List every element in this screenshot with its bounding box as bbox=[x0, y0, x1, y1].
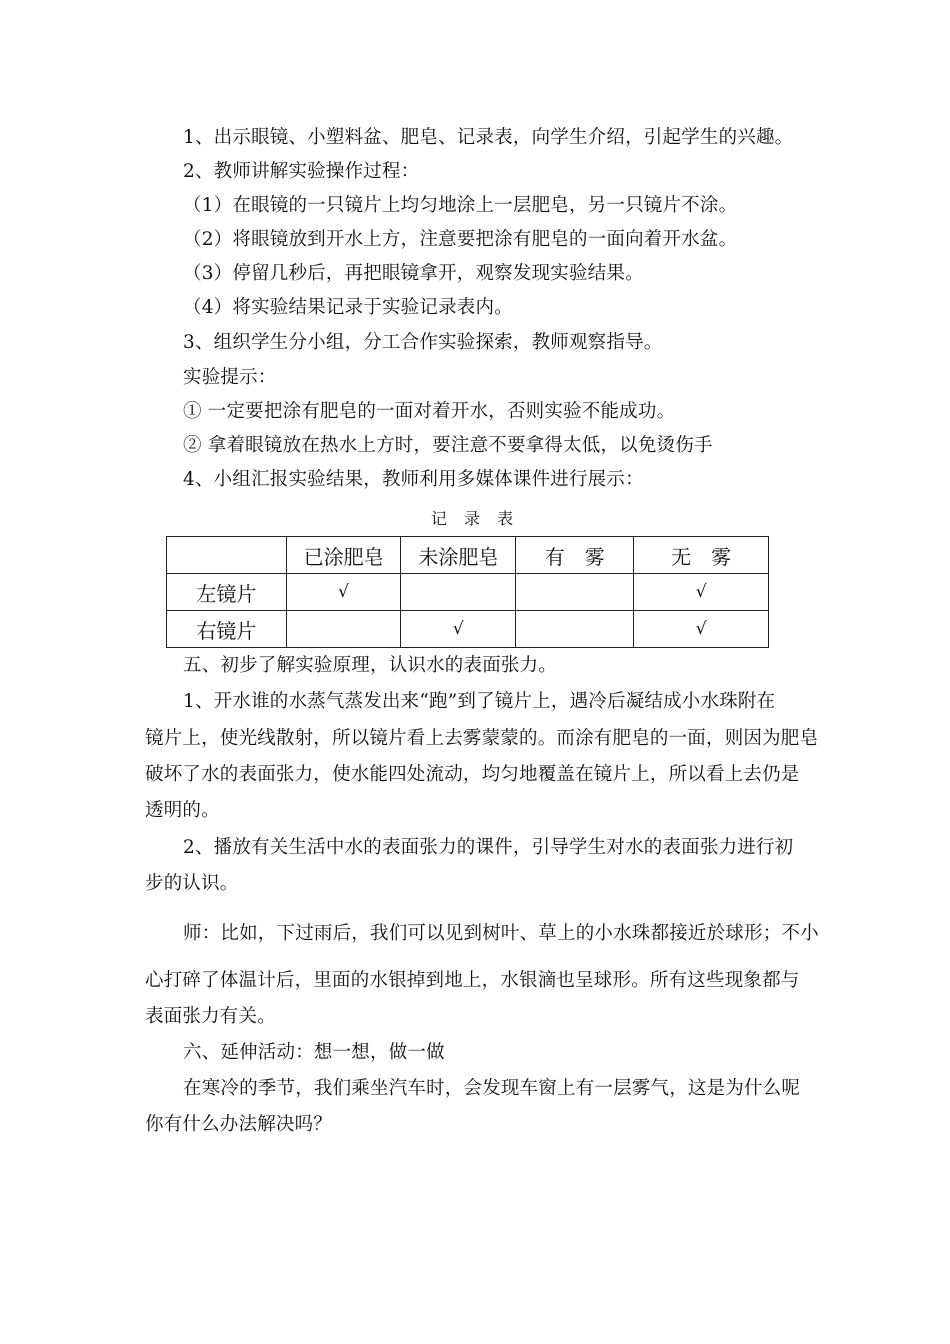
table-row bbox=[167, 574, 769, 611]
paragraph: 2、播放有关生活中水的表面张力的课件，引导学生对水的表面张力进行初 bbox=[183, 837, 794, 858]
table-cell: 右镜片 bbox=[167, 611, 287, 648]
paragraph: 透明的。 bbox=[145, 800, 220, 821]
check-icon: √ bbox=[634, 574, 769, 611]
check-icon: √ bbox=[634, 611, 769, 648]
paragraph: ② 拿着眼镜放在热水上方时，要注意不要拿得太低，以免烫伤手 bbox=[183, 435, 713, 456]
paragraph: 你有什么办法解决吗？ bbox=[145, 1114, 333, 1135]
paragraph: 1、开水谁的水蒸气蒸发出来“跑”到了镜片上，遇冷后凝结成小水珠附在 bbox=[183, 691, 776, 712]
paragraph: ① 一定要把涂有肥皂的一面对着开水，否则实验不能成功。 bbox=[183, 401, 676, 422]
table-cell bbox=[516, 574, 634, 611]
table-caption: 记 录 表 bbox=[430, 509, 520, 528]
table-cell: 左镜片 bbox=[167, 574, 287, 611]
paragraph: 3、组织学生分小组，分工合作实验探索，教师观察指导。 bbox=[183, 332, 663, 353]
section-heading: 五、初步了解实验原理，认识水的表面张力。 bbox=[183, 655, 558, 676]
paragraph: 4、小组汇报实验结果，教师利用多媒体课件进行展示： bbox=[183, 469, 644, 490]
paragraph: 破坏了水的表面张力，使水能四处流动，均匀地覆盖在镜片上，所以看上去仍是 bbox=[145, 764, 800, 785]
table-cell bbox=[401, 574, 516, 611]
paragraph: （1）在眼镜的一只镜片上均匀地涂上一层肥皂，另一只镜片不涂。 bbox=[183, 195, 738, 216]
paragraph: （3）停留几秒后，再把眼镜拿开，观察发现实验结果。 bbox=[183, 263, 644, 284]
check-icon: √ bbox=[401, 611, 516, 648]
paragraph: 2、教师讲解实验操作过程： bbox=[183, 161, 420, 182]
table-header-cell: 未涂肥皂 bbox=[401, 537, 516, 574]
section-heading: 六、延伸活动：想一想，做一做 bbox=[183, 1042, 445, 1063]
table-cell bbox=[516, 611, 634, 648]
paragraph: 在寒冷的季节，我们乘坐汽车时，会发现车窗上有一层雾气，这是为什么呢 bbox=[183, 1078, 801, 1099]
paragraph: 师：比如，下过雨后，我们可以见到树叶、草上的小水珠都接近於球形；不小 bbox=[183, 923, 819, 944]
table-header-cell: 有 雾 bbox=[516, 537, 634, 574]
paragraph: （2）将眼镜放到开水上方，注意要把涂有肥皂的一面向着开水盆。 bbox=[183, 229, 738, 250]
table-header-row bbox=[167, 537, 769, 574]
table-header-cell: 已涂肥皂 bbox=[286, 537, 401, 574]
paragraph: 步的认识。 bbox=[145, 873, 239, 894]
paragraph: 心打碎了体温计后，里面的水银掉到地上，水银滴也呈球形。所有这些现象都与 bbox=[145, 970, 800, 991]
record-table bbox=[166, 536, 769, 648]
paragraph: 1、出示眼镜、小塑料盆、肥皂、记录表，向学生介绍，引起学生的兴趣。 bbox=[183, 127, 794, 148]
table-header-cell: 无 雾 bbox=[634, 537, 769, 574]
table-header-cell bbox=[167, 537, 287, 574]
paragraph: 表面张力有关。 bbox=[145, 1006, 276, 1027]
table-row bbox=[167, 611, 769, 648]
paragraph: （4）将实验结果记录于实验记录表内。 bbox=[183, 297, 513, 318]
check-icon: √ bbox=[286, 574, 401, 611]
table-cell bbox=[286, 611, 401, 648]
paragraph: 实验提示： bbox=[183, 367, 277, 388]
paragraph: 镜片上，使光线散射，所以镜片看上去雾蒙蒙的。而涂有肥皂的一面，则因为肥皂 bbox=[145, 728, 819, 749]
